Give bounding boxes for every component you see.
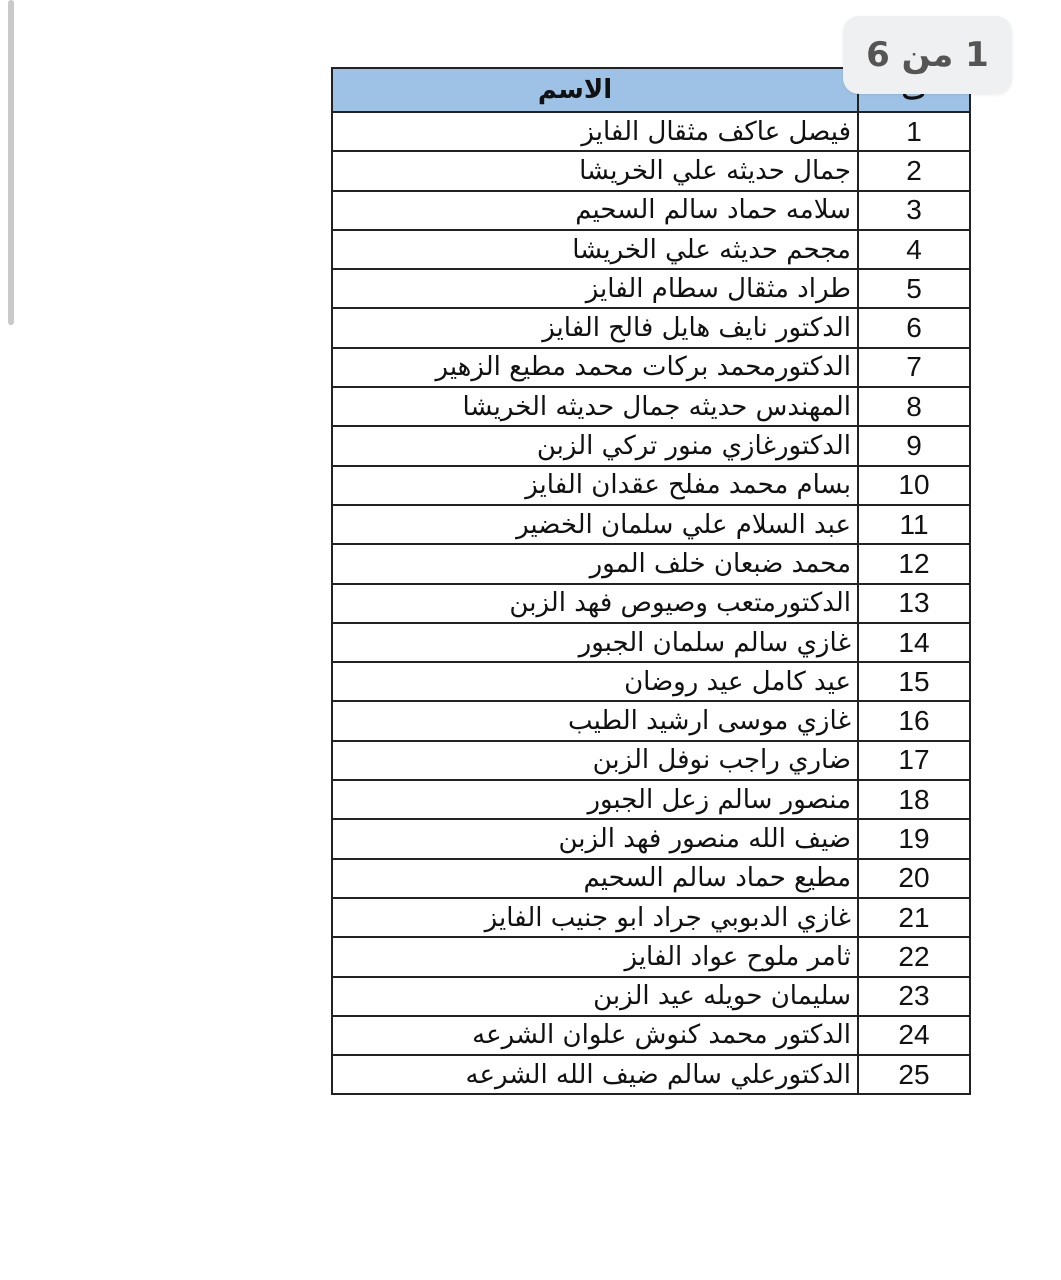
row-number-cell: 1: [858, 112, 970, 151]
table-row: [332, 308, 970, 347]
row-number-cell: 10: [858, 466, 970, 505]
page-indicator: 1 من 6: [843, 16, 1012, 94]
row-name-cell: ثامر ملوح عواد الفايز: [332, 937, 858, 976]
table-row: [332, 584, 970, 623]
row-number-cell: 7: [858, 348, 970, 387]
row-name-cell: الدكتورغازي منور تركي الزبن: [332, 426, 858, 465]
row-number-cell: 17: [858, 741, 970, 780]
table-row: [332, 112, 970, 151]
table-row: [332, 426, 970, 465]
row-name-cell: ضيف الله منصور فهد الزبن: [332, 819, 858, 858]
table-row: [332, 505, 970, 544]
table-row: [332, 937, 970, 976]
names-table: [331, 67, 971, 1095]
row-number-cell: 3: [858, 191, 970, 230]
row-number-cell: 15: [858, 662, 970, 701]
table-row: [332, 387, 970, 426]
row-name-cell: سلامه حماد سالم السحيم: [332, 191, 858, 230]
row-name-cell: غازي موسى ارشيد الطيب: [332, 701, 858, 740]
table-row: [332, 466, 970, 505]
table-row: [332, 348, 970, 387]
table-row: [332, 859, 970, 898]
row-number-cell: 14: [858, 623, 970, 662]
row-number-cell: 2: [858, 151, 970, 190]
row-name-cell: المهندس حديثه جمال حديثه الخريشا: [332, 387, 858, 426]
row-number-cell: 9: [858, 426, 970, 465]
table-row: [332, 977, 970, 1016]
table-row: [332, 623, 970, 662]
row-name-cell: منصور سالم زعل الجبور: [332, 780, 858, 819]
row-number-cell: 19: [858, 819, 970, 858]
row-name-cell: الدكتورمتعب وصيوص فهد الزبن: [332, 584, 858, 623]
row-number-cell: 25: [858, 1055, 970, 1094]
row-number-cell: 22: [858, 937, 970, 976]
table-row: [332, 1016, 970, 1055]
row-name-cell: الدكتور محمد كنوش علوان الشرعه: [332, 1016, 858, 1055]
row-number-cell: 5: [858, 269, 970, 308]
row-name-cell: غازي الدبوبي جراد ابو جنيب الفايز: [332, 898, 858, 937]
row-number-cell: 6: [858, 308, 970, 347]
row-name-cell: محمد ضبعان خلف المور: [332, 544, 858, 583]
table-row: [332, 191, 970, 230]
row-name-cell: مجحم حديثه علي الخريشا: [332, 230, 858, 269]
row-name-cell: مطيع حماد سالم السحيم: [332, 859, 858, 898]
row-name-cell: الدكتور نايف هايل فالح الفايز: [332, 308, 858, 347]
scrollbar-thumb[interactable]: [8, 0, 14, 325]
row-number-cell: 8: [858, 387, 970, 426]
row-number-cell: 18: [858, 780, 970, 819]
table-row: [332, 741, 970, 780]
row-name-cell: جمال حديثه علي الخريشا: [332, 151, 858, 190]
row-name-cell: ضاري راجب نوفل الزبن: [332, 741, 858, 780]
row-number-cell: 11: [858, 505, 970, 544]
row-number-cell: 23: [858, 977, 970, 1016]
table-row: [332, 544, 970, 583]
row-name-cell: غازي سالم سلمان الجبور: [332, 623, 858, 662]
row-name-cell: الدكتورعلي سالم ضيف الله الشرعه: [332, 1055, 858, 1094]
row-name-cell: سليمان حويله عيد الزبن: [332, 977, 858, 1016]
table-row: [332, 819, 970, 858]
row-name-cell: عيد كامل عيد روضان: [332, 662, 858, 701]
row-number-cell: 12: [858, 544, 970, 583]
table-row: [332, 701, 970, 740]
table-row: [332, 1055, 970, 1094]
row-name-cell: بسام محمد مفلح عقدان الفايز: [332, 466, 858, 505]
row-number-cell: 4: [858, 230, 970, 269]
table-row: [332, 898, 970, 937]
scrollbar-track[interactable]: [0, 0, 18, 1280]
row-number-cell: 20: [858, 859, 970, 898]
table-body: [332, 112, 970, 1094]
table-row: [332, 151, 970, 190]
row-number-cell: 21: [858, 898, 970, 937]
table-row: [332, 780, 970, 819]
row-number-cell: 16: [858, 701, 970, 740]
row-name-cell: فيصل عاكف مثقال الفايز: [332, 112, 858, 151]
header-name: الاسم: [332, 68, 858, 112]
row-name-cell: الدكتورمحمد بركات محمد مطيع الزهير: [332, 348, 858, 387]
table-row: [332, 662, 970, 701]
row-number-cell: 24: [858, 1016, 970, 1055]
row-name-cell: طراد مثقال سطام الفايز: [332, 269, 858, 308]
table-row: [332, 269, 970, 308]
row-number-cell: 13: [858, 584, 970, 623]
table-row: [332, 230, 970, 269]
row-name-cell: عبد السلام علي سلمان الخضير: [332, 505, 858, 544]
